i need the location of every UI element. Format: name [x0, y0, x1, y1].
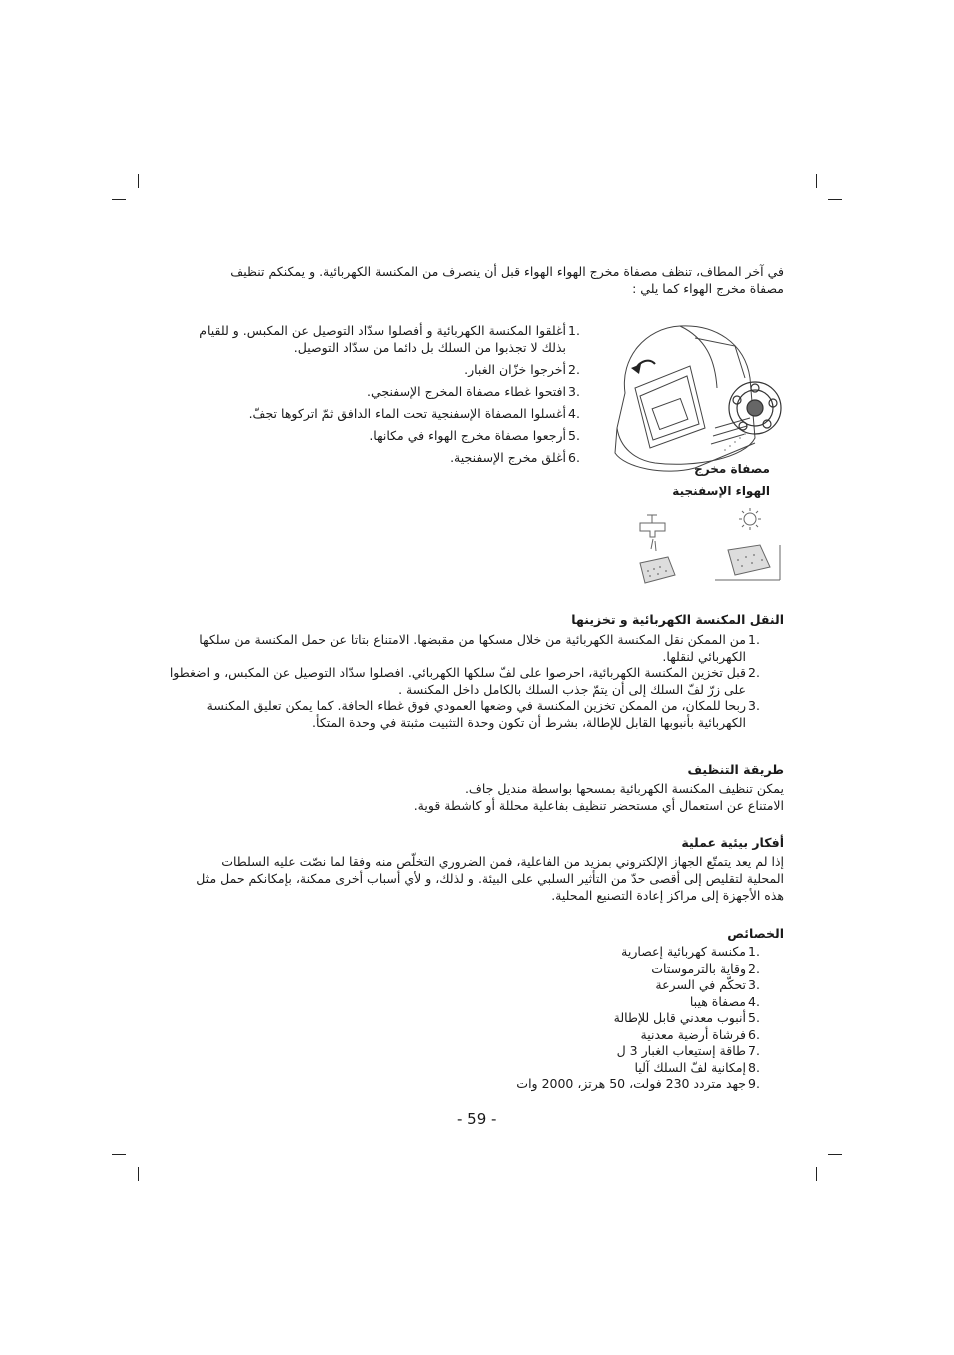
- crop-mark: [112, 1154, 126, 1155]
- cleaning-line: الامتناع عن استعمال أي مستحضر تنظيف بفاعلية محللة أو كاشطة قوية.: [413, 798, 784, 813]
- eco-text: إذا لم يعد يتمتّع الجهاز الإلكتروني بمزيد من الفاعلية، فمن الضروري التخلّص منه وفقا لما نصّت عليه السلطات المحلية لتقليص إلى أقصى حدّ من التأثير السلبي على البيئة. و لذلك، و لأي أسباب أخرى ممكنة، بإمكانكم حمل مثل هذه الأجهزة إلى مراكز إعادة التصنيع المحلية.: [196, 854, 784, 903]
- list-item: 3. ربحا للمكان، من الممكن تخزين المكنسة في وضعها العمودي فوق غطاء الحافة. كما يمكن تعليق المكنسة الكهربائية بأنبوبها القابل للإطالة، بشرط أن تكون وحدة التثبيت مثبتة في وحدة المتكأ.: [206, 698, 760, 730]
- washing-drying-illustration: [620, 505, 785, 595]
- filter-steps: [172, 322, 584, 471]
- list-item: 6. أغلق مخرج الإسفنجية.: [450, 450, 580, 465]
- crop-mark: [138, 174, 139, 188]
- page-number: - 59 -: [457, 1110, 497, 1128]
- list-item: 9. جهد متردد 230 فولت، 50 هرتز، 2000 وات: [516, 1076, 760, 1091]
- crop-mark: [816, 174, 817, 188]
- list-item: 5. أنبوب معدني قابل للإطالة: [613, 1010, 760, 1025]
- list-item: 4. مصفاة هيبا: [689, 993, 760, 1009]
- section-heading-features: الخصائص: [727, 926, 784, 941]
- figure-caption-line: مصفاة مخرج: [694, 462, 770, 476]
- crop-mark: [138, 1167, 139, 1181]
- section-heading-transport: النقل المكنسة الكهربائية و تخزينها: [571, 612, 784, 627]
- list-item: 2. قبل تخزين المكنسة الكهربائية، احرصوا على لفّ سلكها الكهربائي. افصلوا سدّاد التوصيل عن المكبس، و اضغطوا على زرّ لفّ السلك إلى أن يتمّ جذب السلك بالكامل داخل المكنسة .: [169, 665, 760, 697]
- list-item: 1. من الممكن نقل المكنسة الكهربائية من خلال مسكها من مقبضها. الامتناع بتاتا عن حمل المكنسة من سلكها الكهربائي لنقلها.: [199, 632, 760, 664]
- list-item: 7. طاقة إستيعاب الغبار 3 ل: [616, 1043, 760, 1058]
- crop-mark: [828, 1154, 842, 1155]
- list-item: 1. أغلقوا المكنسة الكهربائية و أفصلوا سدّاد التوصيل عن المكبس. و للقيام بذلك لا تجذبوا من السلك بل دائما من سدّاد التوصيل.: [199, 323, 580, 355]
- crop-mark: [816, 1167, 817, 1181]
- crop-mark: [828, 199, 842, 200]
- cleaning-text: [300, 780, 784, 814]
- list-item: 5. أرجعوا مصفاة مخرج الهواء في مكانها.: [369, 428, 580, 443]
- transport-steps: [166, 632, 764, 731]
- list-item: 4. أغسلوا المصفاة الإسفنجية تحت الماء الدافق ثمّ اتركوها تجفّ.: [248, 406, 580, 421]
- intro-paragraph: في آخر المطاف، تنظف مصفاة مخرج الهواء الهواء قبل أن ينصرف من المكنسة الكهربائية. و يمكنكم تنظيف مصفاة مخرج الهواء كما يلي :: [230, 264, 784, 296]
- section-heading-eco: أفكار بيئية عملية: [681, 835, 784, 850]
- list-item: 2. أخرجوا خزّان الغبار.: [464, 362, 580, 377]
- list-item: 6. فرشاة أرضية معدنية: [640, 1026, 760, 1042]
- crop-mark: [112, 199, 126, 200]
- list-item: 3. افتحوا غطاء مصفاة المخرج الإسفنجي.: [367, 384, 580, 399]
- list-item: 3. تحكّم في السرعة: [655, 977, 760, 992]
- features-list: [484, 944, 764, 1093]
- figure-caption-line: الهواء الإسفنجية: [672, 484, 770, 498]
- list-item: 1. مكنسة كهربائية إعصارية: [621, 944, 760, 959]
- figure-caption: [640, 458, 770, 502]
- section-heading-cleaning: طريقة التنظيف: [687, 762, 784, 777]
- cleaning-line: يمكن تنظيف المكنسة الكهربائية بمسحها بواسطة منديل جاف.: [464, 781, 784, 796]
- vacuum-filter-illustration: [595, 318, 785, 478]
- list-item: 8. إمكانية لفّ السلك آليا: [634, 1059, 760, 1075]
- list-item: 2. وقاية بالترموستات: [651, 960, 760, 976]
